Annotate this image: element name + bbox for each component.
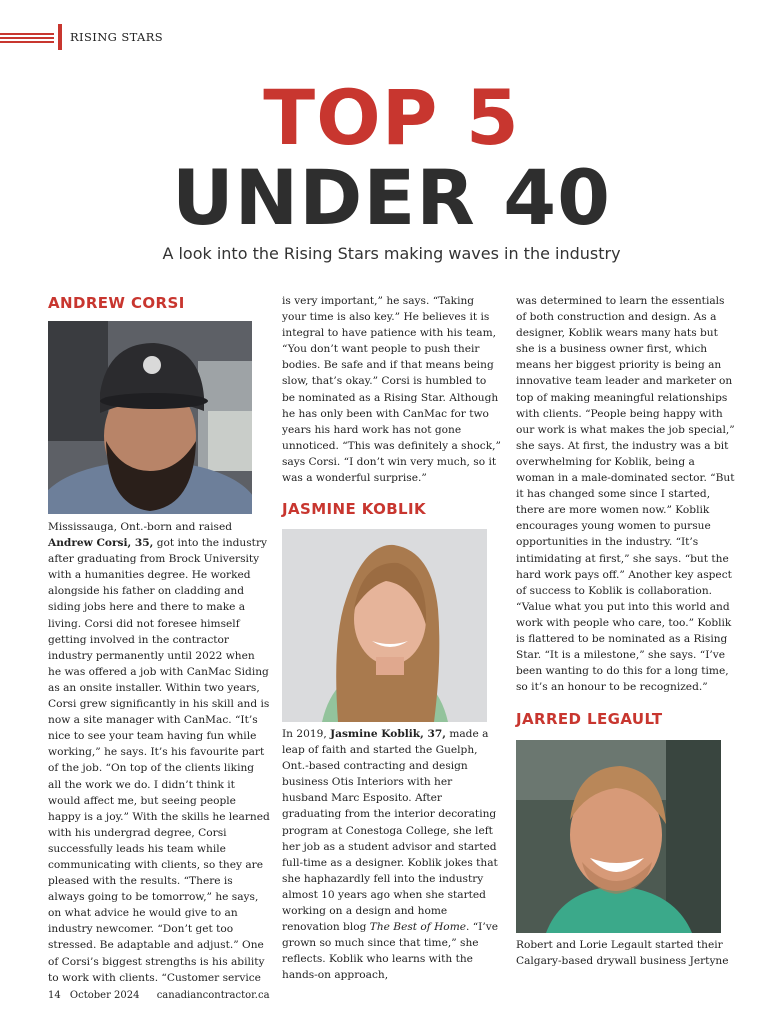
header-rule: [0, 37, 54, 39]
title-line-1: TOP 5: [263, 73, 520, 162]
bio-jasmine-continued: was determined to learn the essentials of both construction and design. As a designer, Koblik wears many hats but she is a business owner first, which means her biggest priority is being an innovative team leader and marketer on top of making meaningful relationships with clients. “People being happy with our work is what makes the job special,” she says. At first, the industry was a bit overwhelming for Koblik, being a woman in a male-dominated sector. “But it has changed some since I started, there are more women now.” Koblik encourages young women to pursue opportunities in the industry. “It’s intimidating at first,” she says. “but the hard work pays off.” Another key aspect of success to Koblik is collaboration. “Value what you put into this world and work with people who care, too.” Koblik is flattered to be nominated as a Rising Star. “It is a milestone,” she says. “I’ve been wanting to do this for a long time, so it’s an honour to be recognized.”: [516, 295, 735, 694]
header-bar: [58, 24, 62, 50]
person-name-andrew: ANDREW CORSI: [48, 294, 185, 312]
person-name-jarred: JARRED LEGAULT: [516, 710, 663, 728]
page-number: 14: [48, 990, 61, 1001]
bio-andrew: Mississauga, Ont.-born and raised Andrew Corsi, 35, got into the industry after graduating from Brock University with a humanities degree. He worked alongside his father on cladding and siding jobs here and there to make a living. Corsi did not foresee himself getting involved in the contractor industry permanently until 2022 when he was offered a job with CanMac Siding as an onsite installer. Within two years, Corsi grew significantly in his skill and is now a site manager with CanMac. “It’s nice to see your team having fun while working,” he says. It’s his favourite part of the job. “On top of the clients liking all the work we do. I didn’t think it would affect me, but seeing people happy is a joy.” With the skills he learned with his undergrad degree, Corsi successfully leads his team while communicating with clients, so they are pleased with the results. “There is always going to be tomorrow,” he says, on what advice he would give to an industry newcomer. “Don’t get too stressed. Be adaptable and adjust.” One of Corsi’s biggest strengths is his ability to work with clients. “Customer service: [48, 521, 270, 984]
header-rule: [0, 41, 54, 43]
folio: [48, 990, 276, 1001]
section-label: RISING STARS: [70, 30, 164, 44]
bio-andrew-continued: is very important,” he says. “Taking your time is also key.” He believes it is integral to have patience with his team, “You don’t want people to push their bodies. Be safe and if that means being slow, that’s okay.” Corsi is humbled to be nominated as a Rising Star. Although he has only been with CanMac for two years his hard work has not gone unnoticed. “This was definitely a shock,” says Corsi. “I don’t win very much, so it was a wonderful surprise.”: [282, 295, 501, 485]
bio-jarred: Robert and Lorie Legault started their Calgary-based drywall business Jertyne: [516, 939, 729, 968]
photo-jasmine-koblik: [282, 529, 487, 722]
site-url: canadiancontractor.ca: [156, 990, 270, 1001]
issue-date: October 2024: [69, 990, 140, 1001]
bio-jasmine: In 2019, Jasmine Koblik, 37, made a leap of faith and started the Guelph, Ont.-based contracting and design business Otis Interiors with her husband Marc Esposito. After graduating from the interior decorating program at Conestoga College, she left her job as a student advisor and started full-time as a designer. Koblik jokes that she haphazardly fell into the industry almost 10 years ago when she started working on a design and home renovation blog The Best of Home. “I’ve grown so much since that time,” she reflects. Koblik who learns with the hands-on approach,: [282, 728, 498, 982]
photo-jarred-legault: [516, 740, 721, 933]
subtitle: A look into the Rising Stars making waves in the industry: [162, 244, 621, 263]
person-name-jasmine: JASMINE KOBLIK: [282, 500, 427, 518]
header-rule: [0, 33, 54, 35]
photo-andrew-corsi: [48, 321, 252, 514]
title-line-2: UNDER 40: [171, 153, 612, 242]
